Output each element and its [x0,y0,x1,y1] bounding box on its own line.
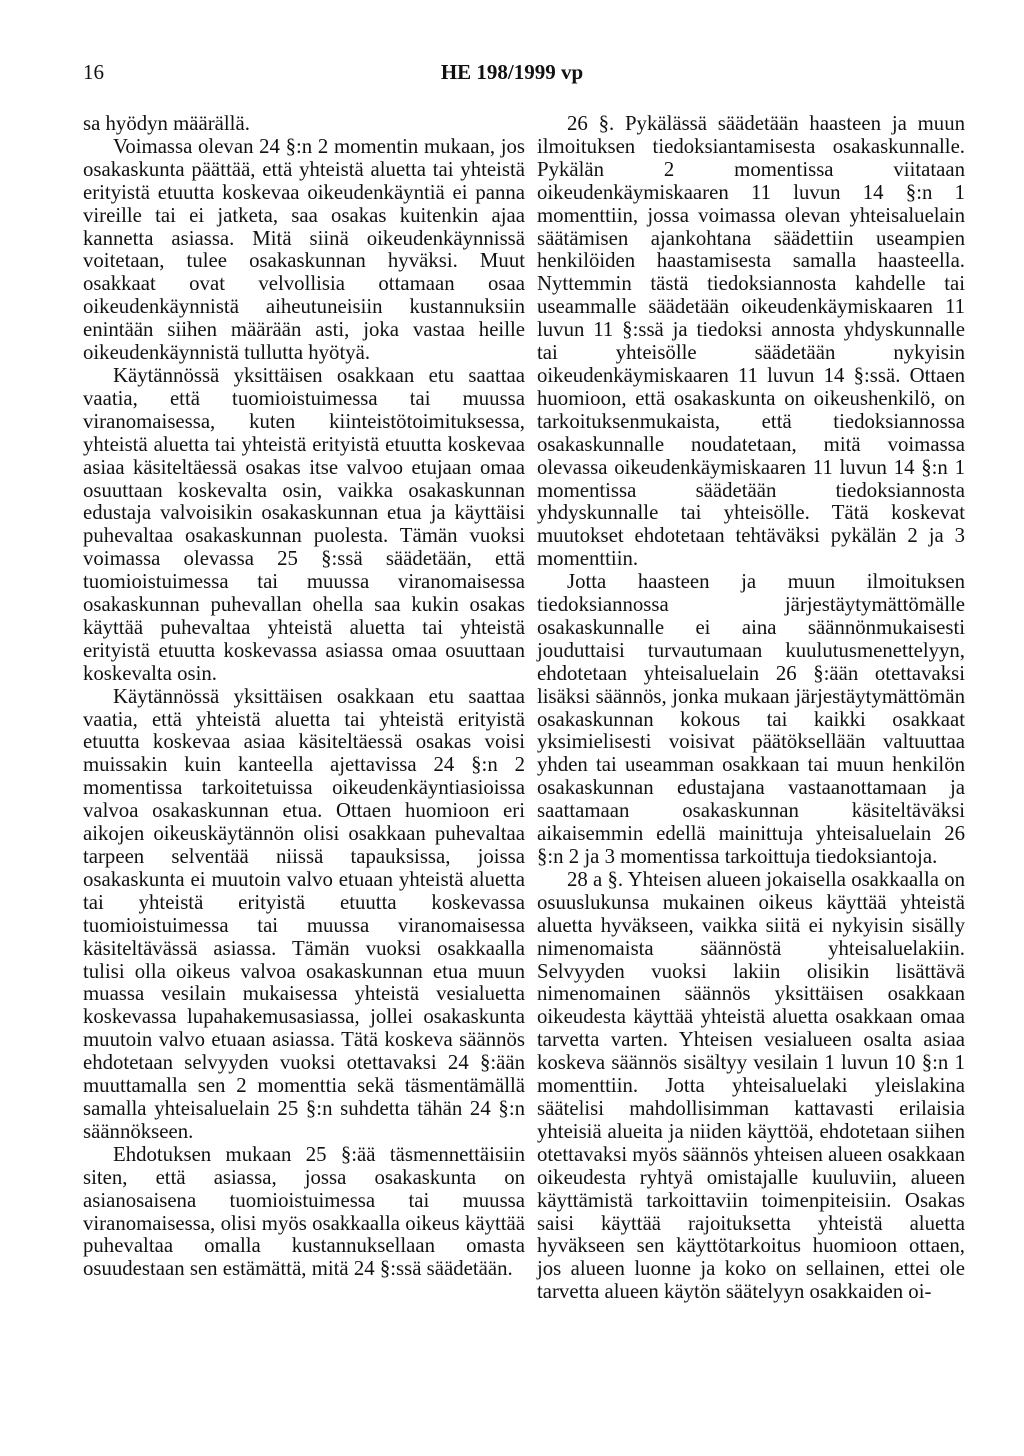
paragraph: sa hyödyn määrällä. [83,112,250,135]
paragraph: Käytännössä yksittäisen osakkaan etu saattaa vaatia, että yhteistä aluetta tai yhteistä erityistä etuutta koskevaa asiaa käsiteltäessä osakas voisi muissakin kuin kanteella ajettavissa 24 §:n 2 momentissa tarkoitetuissa oikeudenkäyntiasioissa valvoa osakaskunnan etua. Ottaen huomioon eri aikojen oikeuskäytännön olisi osakkaan puhevaltaa tarpeen selventää niissä tapauksissa, joissa osakaskunta ei muutoin valvo etuaan yhteistä aluetta tai yhteistä erityistä etuutta koskevassa tuomioistuimessa tai muussa viranomaisessa käsiteltävässä asiassa. Tämän vuoksi osakkaalla tulisi olla oikeus valvoa osakaskunnan etua muun muassa vesilain mukaisessa yhteistä vesialuetta koskevassa lupahakemusasiassa, jollei osakaskunta muutoin valvo etuaan asiassa. Tätä koskeva säännös ehdotetaan selvyyden vuoksi otettavaksi 24 §:ään muuttamalla sen 2 momenttia sekä täsmentämällä samalla yhteisaluelain 25 §:n suhdetta tähän 24 §:n säännökseen. [83,684,525,1143]
paragraph: Jotta haasteen ja muun ilmoituksen tiedoksiannossa järjestäytymättömälle osakaskunnalle ei aina säännönmukaisesti jouduttaisi turvautumaan kuulutusmenettelyyn, ehdotetaan yhteisaluelain 26 §:ään otettavaksi lisäksi säännös, jonka mukaan järjestäytymättömän osakaskunnan kokous tai kaikki osakkaat yksimielisesti voisivat päätöksellään valtuuttaa yhden tai useamman osakkaan tai muun henkilön osakaskunnan edustajana vastaanottamaan ja saattamaan osakaskunnan käsiteltäväksi aikaisemmin edellä mainittuja yhteisaluelain 26 §:n 2 ja 3 momentissa tarkoittuja tiedoksiantoja. [537,570,965,868]
right-column [537,113,965,1304]
page-number: 16 [83,60,104,84]
left-column [83,113,525,1281]
paragraph: 28 a §. Yhteisen alueen jokaisella osakkaalla on osuuslukunsa mukainen oikeus käyttää yhteistä aluetta hyväkseen, vaikka siitä ei nykyisin sisälly nimenomaista säännöstä yhteisaluelakiin. Selvyyden vuoksi lakiin olisikin lisättävä nimenomainen säännös yksittäisen osakkaan oikeudesta käyttää yhteistä aluetta osakkaan omaa tarvetta varten. Yhteisen vesialueen osalta asiaa koskeva säännös sisältyy vesilain 1 luvun 10 §:n 1 momenttiin. Jotta yhteisaluelaki yleislakina säätelisi mahdollisimman kattavasti erilaisia yhteisiä alueita ja niiden käyttöä, ehdotetaan siihen otettavaksi myös säännös yhteisen alueen osakkaan oikeudesta ryhtyä omistajalle kuuluviin, alueen käyttämistä tarkoittaviin toimenpiteisiin. Osakas saisi käyttää rajoituksetta yhteistä aluetta hyväkseen sen käyttötarkoitus huomioon ottaen, jos alueen luonne ja koko on sellainen, ettei ole tarvetta alueen käytön säätelyyn osakkaiden oi- [537,867,965,1304]
paragraph: 26 §. Pykälässä säädetään haasteen ja muun ilmoituksen tiedoksiantamisesta osakaskunnalle. Pykälän 2 momentissa viitataan oikeudenkäymiskaaren 11 luvun 14 §:n 1 momenttiin, jossa voimassa olevan yhteisaluelain säätämisen ajankohtana säädettiin useampien henkilöiden haastamisesta samalla haasteella. Nyttemmin tästä tiedoksiannosta kahdelle tai useammalle säädetään oikeudenkäymiskaaren 11 luvun 11 §:ssä ja tiedoksi annosta yhdyskunnalle tai yhteisölle säädetään nykyisin oikeudenkäymiskaaren 11 luvun 14 §:ssä. Ottaen huomioon, että osakaskunta on oikeushenkilö, on tarkoituksenmukaista, että tiedoksiannossa osakaskunnalle noudatetaan, mitä voimassa olevassa oikeudenkäymiskaaren 11 luvun 14 §:n 1 momentissa säädetään tiedoksiannosta yhdyskunnalle tai yhteisölle. Tätä koskevat muutokset ehdotetaan tehtäväksi pykälän 2 ja 3 momenttiin. [537,112,965,571]
paragraph: Ehdotuksen mukaan 25 §:ää täsmennettäisiin siten, että asiassa, jossa osakaskunta on asianosaisena tuomioistuimessa tai muussa viranomaisessa, olisi myös osakkaalla oikeus käyttää puhevaltaa omalla kustannuksellaan omasta osuudestaan sen estämättä, mitä 24 §:ssä säädetään. [83,1142,525,1281]
paragraph: Voimassa olevan 24 §:n 2 momentin mukaan, jos osakaskunta päättää, että yhteistä aluetta tai yhteistä erityistä etuutta koskevaa oikeudenkäyntiä ei panna vireille tai ei jatketa, saa osakas kuitenkin ajaa kannetta asiassa. Mitä siinä oikeudenkäynnissä voitetaan, tulee osakaskunnan hyväksi. Muut osakkaat ovat velvollisia ottamaan osaa oikeudenkäynnistä aiheutuneisiin kustannuksiin enintään siihen määrään asti, joka vastaa heille oikeudenkäynnistä tullutta hyötyä. [83,134,525,365]
paragraph: Käytännössä yksittäisen osakkaan etu saattaa vaatia, että tuomioistuimessa tai muussa viranomaisessa, kuten kiinteistötoimituksessa, yhteistä aluetta tai yhteistä erityistä etuutta koskevaa asiaa käsiteltäessä osakas itse valvoo etujaan omaa osuuttaan koskevalta osin, vaikka osakaskunnan edustaja valvoisikin osakaskunnan etua ja käyttäisi puhevaltaa osakaskunnan puolesta. Tämän vuoksi voimassa olevassa 25 §:ssä säädetään, että tuomioistuimessa tai muussa viranomaisessa osakaskunnan puhevallan ohella saa kukin osakas käyttää puhevaltaa yhteistä aluetta tai yhteistä erityistä etuutta koskevassa asiassa omaa osuuttaan koskevalta osin. [83,363,525,685]
document-id: HE 198/1999 vp [440,60,584,84]
